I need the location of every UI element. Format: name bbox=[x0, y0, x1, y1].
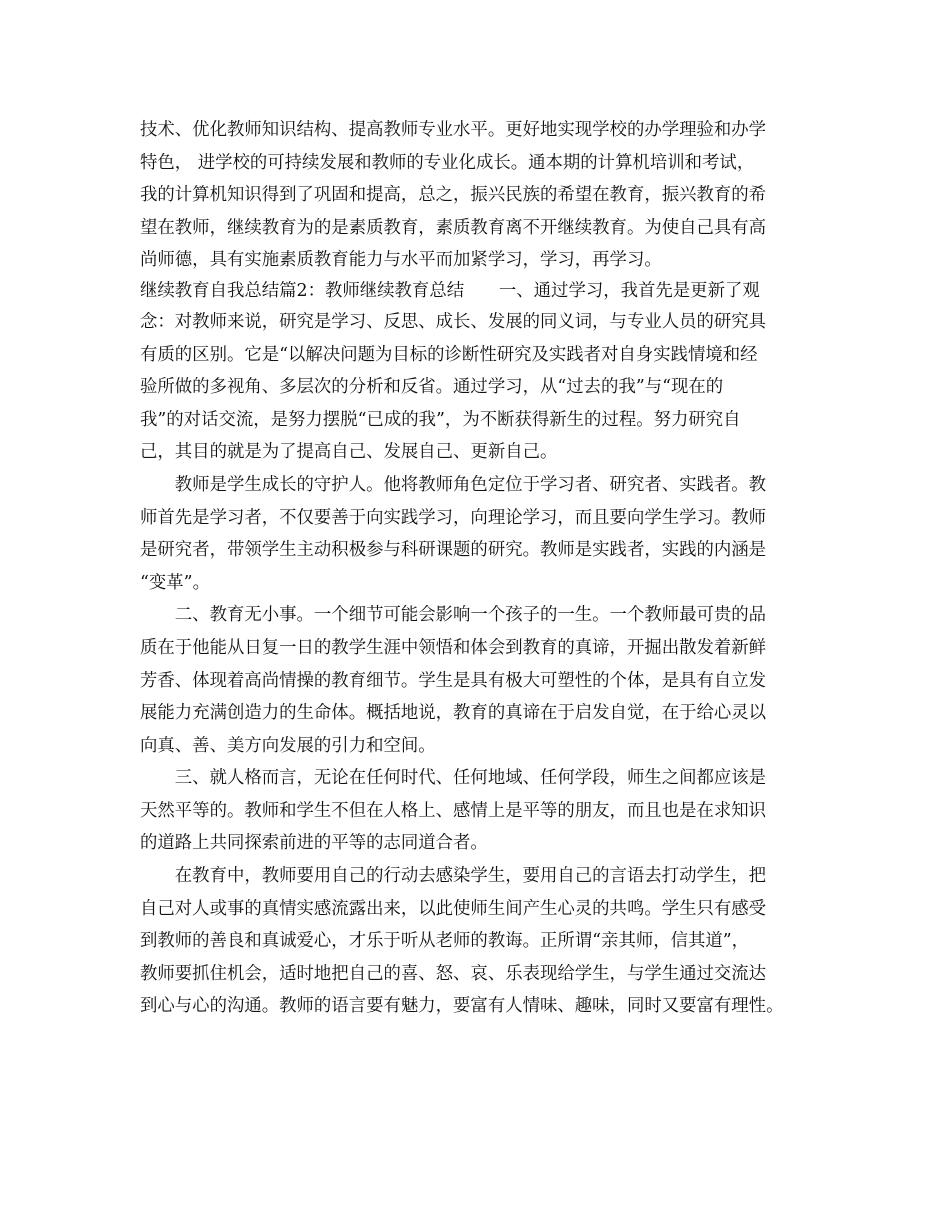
text-line: 展能力充满创造力的生命体。概括地说，教育的真谛在于启发自觉，在于给心灵以 bbox=[140, 703, 767, 724]
text-line: 天然平等的。教师和学生不但在人格上、感情上是平等的朋友，而且也是在求知识 bbox=[140, 800, 767, 821]
text-line: 望在教师，继续教育为的是素质教育，素质教育离不开继续教育。为使自己具有高 bbox=[140, 217, 767, 238]
text-line: 我”的对话交流，是努力摆脱“已成的我”，为不断获得新生的过程。努力研究自 bbox=[140, 409, 741, 430]
text-line: 验所做的多视角、多层次的分析和反省。通过学习，从“过去的我”与“现在的 bbox=[140, 377, 724, 398]
document-body bbox=[140, 114, 828, 1023]
text-line: 师首先是学习者，不仅要善于向实践学习，向理论学习，而且要向学生学习。教师 bbox=[140, 507, 767, 528]
text-line: 教师要抓住机会，适时地把自己的喜、怒、哀、乐表现给学生，与学生通过交流达 bbox=[140, 963, 767, 984]
paragraph-start-line: 教师是学生成长的守护人。他将教师角色定位于学习者、研究者、实践者。教 bbox=[140, 474, 767, 495]
text-line: 我的计算机知识得到了巩固和提高，总之，振兴民族的希望在教育，振兴教育的希 bbox=[140, 185, 767, 206]
text-line: 尚师德，具有实施素质教育能力与水平而加紧学习，学习，再学习。 bbox=[140, 250, 662, 271]
text-line: 己，其目的就是为了提高自己、发展自己、更新自己。 bbox=[140, 442, 558, 463]
text-line: 质在于他能从日复一日的教学生涯中领悟和体会到教育的真谛，开掘出散发着新鲜 bbox=[140, 637, 767, 658]
text-line: “变革”。 bbox=[140, 572, 210, 593]
text-line: 有质的区别。它是“以解决问题为目标的诊断性研究及实践者对自身实践情境和经 bbox=[140, 344, 758, 365]
text-line: 自己对人或事的真情实感流露出来，以此使师生间产生心灵的共鸣。学生只有感受 bbox=[140, 898, 767, 919]
text-line: 是研究者，带领学生主动积极参与科研课题的研究。教师是实践者，实践的内涵是 bbox=[140, 540, 767, 561]
text-line: 念：对教师来说，研究是学习、反思、成长、发展的同义词，与专业人员的研究具 bbox=[140, 311, 767, 332]
text-line: 技术、优化教师知识结构、提高教师专业水平。更好地实现学校的办学理验和办学 bbox=[140, 120, 767, 140]
section-heading-line: 继续教育自我总结篇2：教师继续教育总结 一、通过学习，我首先是更新了观 bbox=[140, 280, 760, 301]
paragraph-start-line: 二、教育无小事。一个细节可能会影响一个孩子的一生。一个教师最可贵的品 bbox=[140, 605, 767, 626]
text-line: 到教师的善良和真诚爱心，才乐于听从老师的教诲。正所谓“亲其师，信其道”， bbox=[140, 931, 750, 952]
text-line: 的道路上共同探索前进的平等的志同道合者。 bbox=[140, 833, 488, 854]
text-line: 芳香、体现着高尚情操的教育细节。学生是具有极大可塑性的个体，是具有自立发 bbox=[140, 670, 767, 691]
paragraph-start-line: 三、就人格而言，无论在任何时代、任何地域、任何学段，师生之间都应该是 bbox=[140, 768, 767, 789]
text-line: 向真、善、美方向发展的引力和空间。 bbox=[140, 735, 436, 756]
text-line: 特色， 进学校的可持续发展和教师的专业化成长。通本期的计算机培训和考试， bbox=[140, 152, 755, 173]
paragraph-start-line: 在教育中，教师要用自己的行动去感染学生，要用自己的言语去打动学生，把 bbox=[140, 866, 767, 887]
text-line: 到心与心的沟通。教师的语言要有魅力，要富有人情味、趣味，同时又要富有理性。 bbox=[140, 996, 784, 1017]
